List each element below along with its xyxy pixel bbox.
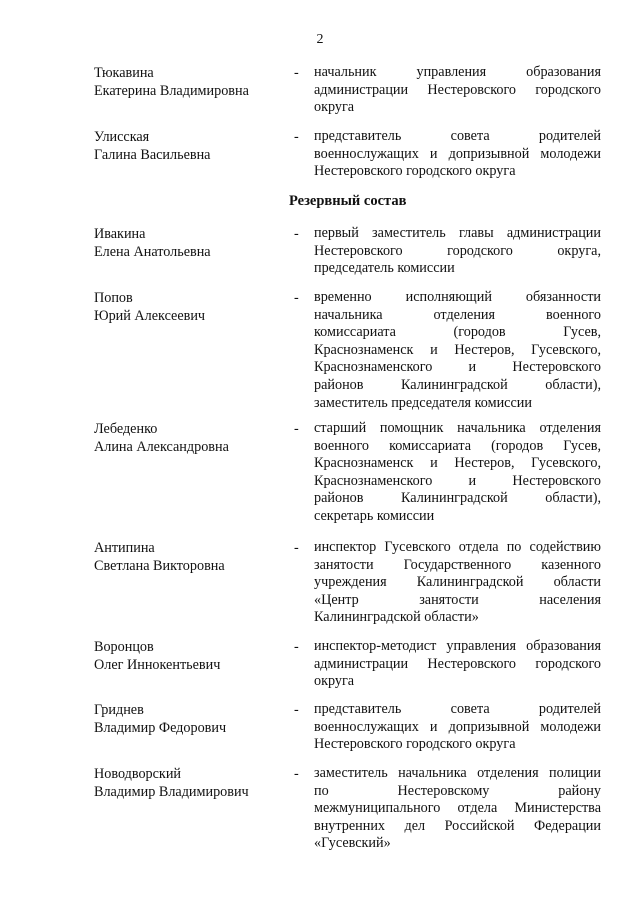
- member-name: [94, 539, 284, 575]
- role-line: инспектор Гусевского отдела по содействию: [314, 539, 601, 555]
- member-name: [94, 765, 284, 801]
- role-line: учреждения Калининградской области: [314, 574, 601, 591]
- role-line: Нестеровского городского округа: [314, 736, 516, 753]
- member-role: [314, 420, 601, 526]
- member-role: [314, 128, 601, 181]
- role-line: временно исполняющий обязанности: [314, 289, 601, 305]
- role-line: инспектор-методист управления образования: [314, 638, 601, 654]
- role-line: начальник управления образования: [314, 64, 601, 80]
- dash-separator: -: [294, 290, 299, 306]
- role-line: Краснознаменск и Нестеров, Гусевского,: [314, 455, 601, 472]
- role-line: администрации Нестеровского городского: [314, 81, 601, 98]
- member-role: [314, 225, 601, 278]
- role-line: Краснознаменского и Нестеровского: [314, 472, 601, 489]
- dash-separator: -: [294, 639, 299, 655]
- member-surname: Ивакина: [94, 226, 146, 242]
- dash-separator: -: [294, 540, 299, 556]
- member-name: [94, 289, 284, 325]
- member-given-names: Елена Анатольевна: [94, 244, 211, 260]
- role-line: «Центр занятости населения: [314, 591, 601, 608]
- role-line: начальника отделения военного: [314, 306, 601, 323]
- role-line: военнослужащих и допризывной молодежи: [314, 718, 601, 735]
- member-given-names: Алина Александровна: [94, 439, 229, 455]
- role-line: комиссариата (городов Гусев,: [314, 324, 601, 341]
- role-line: первый заместитель главы администрации: [314, 225, 601, 241]
- role-line: Нестеровского городского округа,: [314, 242, 601, 259]
- role-line: внутренних дел Российской Федерации: [314, 817, 601, 834]
- member-role: [314, 765, 601, 853]
- dash-separator: -: [294, 65, 299, 81]
- role-line: Краснознаменского и Нестеровского: [314, 359, 601, 376]
- member-name: [94, 225, 284, 261]
- role-line: заместитель начальника отделения полиции: [314, 765, 601, 781]
- role-line: представитель совета родителей: [314, 128, 601, 144]
- member-given-names: Юрий Алексеевич: [94, 308, 206, 324]
- member-surname: Новодворский: [94, 766, 182, 782]
- role-line: председатель комиссии: [314, 260, 455, 277]
- member-name: [94, 701, 284, 737]
- member-role: [314, 289, 601, 412]
- section-title: Резервный состав: [289, 193, 407, 209]
- role-line: по Нестеровскому району: [314, 782, 601, 799]
- member-given-names: Галина Васильевна: [94, 147, 211, 163]
- dash-separator: -: [294, 421, 299, 437]
- role-line: представитель совета родителей: [314, 701, 601, 717]
- role-line: районов Калининградской области),: [314, 376, 601, 393]
- role-line: администрации Нестеровского городского: [314, 655, 601, 672]
- role-line: военного комиссариата (городов Гусев,: [314, 437, 601, 454]
- role-line: старший помощник начальника отделения: [314, 420, 601, 436]
- member-surname: Тюкавина: [94, 65, 154, 81]
- role-line: районов Калининградской области),: [314, 490, 601, 507]
- role-line: секретарь комиссии: [314, 507, 435, 524]
- role-line: «Гусевский»: [314, 835, 391, 852]
- role-line: Нестеровского городского округа: [314, 163, 516, 180]
- member-given-names: Светлана Викторовна: [94, 558, 225, 574]
- member-surname: Попов: [94, 290, 133, 306]
- member-name: [94, 128, 284, 164]
- member-role: [314, 64, 601, 117]
- role-line: занятости Государственного казенного: [314, 556, 601, 573]
- dash-separator: -: [294, 129, 299, 145]
- role-line: Краснознаменск и Нестеров, Гусевского,: [314, 341, 601, 358]
- member-name: [94, 64, 284, 100]
- role-line: военнослужащих и допризывной молодежи: [314, 145, 601, 162]
- page-number: 2: [316, 32, 324, 47]
- member-surname: Улисская: [94, 129, 150, 145]
- member-given-names: Олег Иннокентьевич: [94, 657, 221, 673]
- member-role: [314, 539, 601, 627]
- role-line: округа: [314, 673, 355, 690]
- member-given-names: Екатерина Владимировна: [94, 83, 249, 99]
- member-given-names: Владимир Федорович: [94, 720, 227, 736]
- role-line: Калининградской области»: [314, 609, 479, 626]
- role-line: заместитель председателя комиссии: [314, 394, 532, 411]
- dash-separator: -: [294, 226, 299, 242]
- member-given-names: Владимир Владимирович: [94, 784, 249, 800]
- dash-separator: -: [294, 766, 299, 782]
- member-name: [94, 420, 284, 456]
- member-surname: Лебеденко: [94, 421, 158, 437]
- member-name: [94, 638, 284, 674]
- role-line: межмуниципального отдела Министерства: [314, 800, 601, 817]
- member-role: [314, 638, 601, 691]
- member-surname: Воронцов: [94, 639, 154, 655]
- role-line: округа: [314, 99, 355, 116]
- member-surname: Гриднев: [94, 702, 144, 718]
- member-surname: Антипина: [94, 540, 155, 556]
- member-role: [314, 701, 601, 754]
- dash-separator: -: [294, 702, 299, 718]
